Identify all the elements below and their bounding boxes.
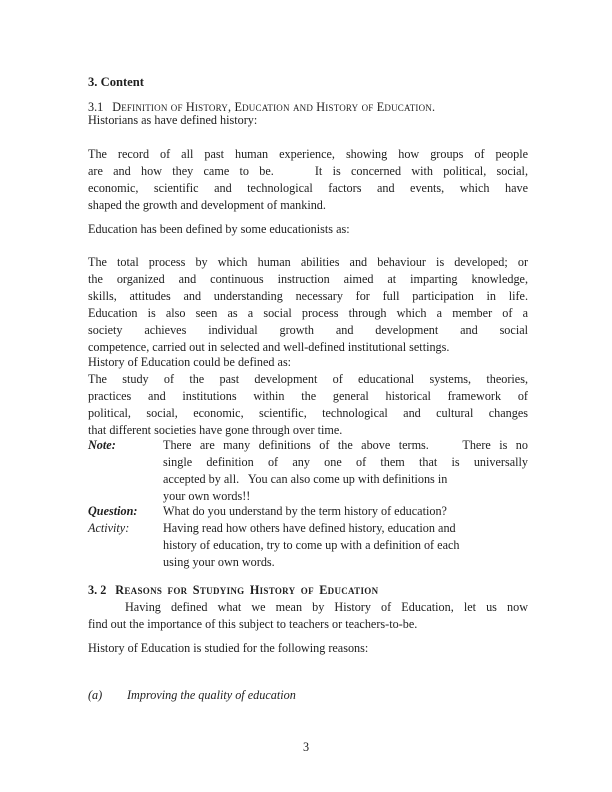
activity-block: [88, 520, 528, 571]
text-line: that different societies have gone through over time.: [88, 423, 343, 437]
text-line: The record of all past human experience, showing how groups of people: [88, 147, 528, 161]
page-heading-text: 3. Content: [88, 75, 144, 89]
section-title: Reasons for Studying History of Education: [115, 583, 379, 597]
section-number: 3. 2: [88, 583, 107, 597]
education-lead-line: [88, 221, 528, 238]
text-line: are and how they came to be. It is concerned with political, social,: [88, 164, 528, 178]
history-of-education-lead-line: [88, 354, 528, 371]
item-label: (a): [88, 688, 103, 702]
education-definition-paragraph: [88, 254, 528, 356]
item-text: Improving the quality of education: [127, 688, 296, 702]
text-line: find out the importance of this subject to teachers or teachers-to-be.: [88, 617, 418, 631]
note-block: [88, 437, 528, 505]
question-block: [88, 503, 528, 520]
text-line: The study of the past development of educational systems, theories,: [88, 372, 528, 386]
intro-text: Historians as have defined history:: [88, 113, 258, 127]
text-line: economic, scientific and technological factors and events, which have: [88, 181, 528, 195]
text-line: shaped the growth and development of mankind.: [88, 198, 326, 212]
reason-item-a: [88, 687, 528, 704]
note-line: single definition of any one of them that is universally: [163, 455, 528, 469]
note-line: your own words!!: [163, 489, 251, 503]
activity-line: history of education, try to come up with a definition of each: [163, 538, 460, 552]
history-of-education-definition-paragraph: [88, 371, 528, 439]
text-line: political, social, economic, scientific, technological and cultural changes: [88, 406, 528, 420]
intro-line: [88, 112, 528, 129]
text-line: Having defined what we mean by History of Education, let us now: [125, 600, 528, 614]
text-line: society achieves individual growth and development and social: [88, 323, 528, 337]
reasons-lead-text: History of Education is studied for the following reasons:: [88, 641, 369, 655]
question-body: [163, 503, 528, 520]
section-3-2-intro-paragraph: [88, 599, 528, 633]
education-lead-text: Education has been defined by some educationists as:: [88, 222, 350, 236]
note-line: There are many definitions of the above terms. There is no: [163, 438, 528, 452]
note-line: accepted by all. You can also come up with definitions in: [163, 472, 448, 486]
text-line: The total process by which human abilities and behaviour is developed; or: [88, 255, 528, 269]
activity-line: Having read how others have defined history, education and: [163, 521, 456, 535]
text-line: competence, carried out in selected and well-defined institutional settings.: [88, 340, 450, 354]
history-of-education-lead-text: History of Education could be defined as:: [88, 355, 292, 369]
section-number: 3.1: [88, 100, 104, 114]
history-definition-paragraph: [88, 146, 528, 214]
text-line: practices and institutions within the general historical framework of: [88, 389, 528, 403]
text-line: the organized and continuous instruction aimed at imparting knowledge,: [88, 272, 528, 286]
note-label: Note:: [88, 438, 116, 452]
text-line: skills, attitudes and understanding necessary for full participation in life.: [88, 289, 528, 303]
activity-body: [163, 520, 528, 571]
note-body: [163, 437, 528, 505]
activity-label: Activity:: [88, 521, 130, 535]
page-heading: [88, 74, 528, 91]
reasons-lead-line: [88, 640, 528, 657]
text-line: Education is also seen as a social process through which a member of a: [88, 306, 528, 320]
section-title: Definition of History, Education and History of Education.: [112, 100, 436, 114]
page-number: 3: [302, 740, 310, 754]
question-label: Question:: [88, 504, 138, 518]
activity-line: using your own words.: [163, 555, 275, 569]
section-3-2-heading: [88, 582, 528, 599]
question-text: What do you understand by the term history of education?: [163, 504, 447, 518]
